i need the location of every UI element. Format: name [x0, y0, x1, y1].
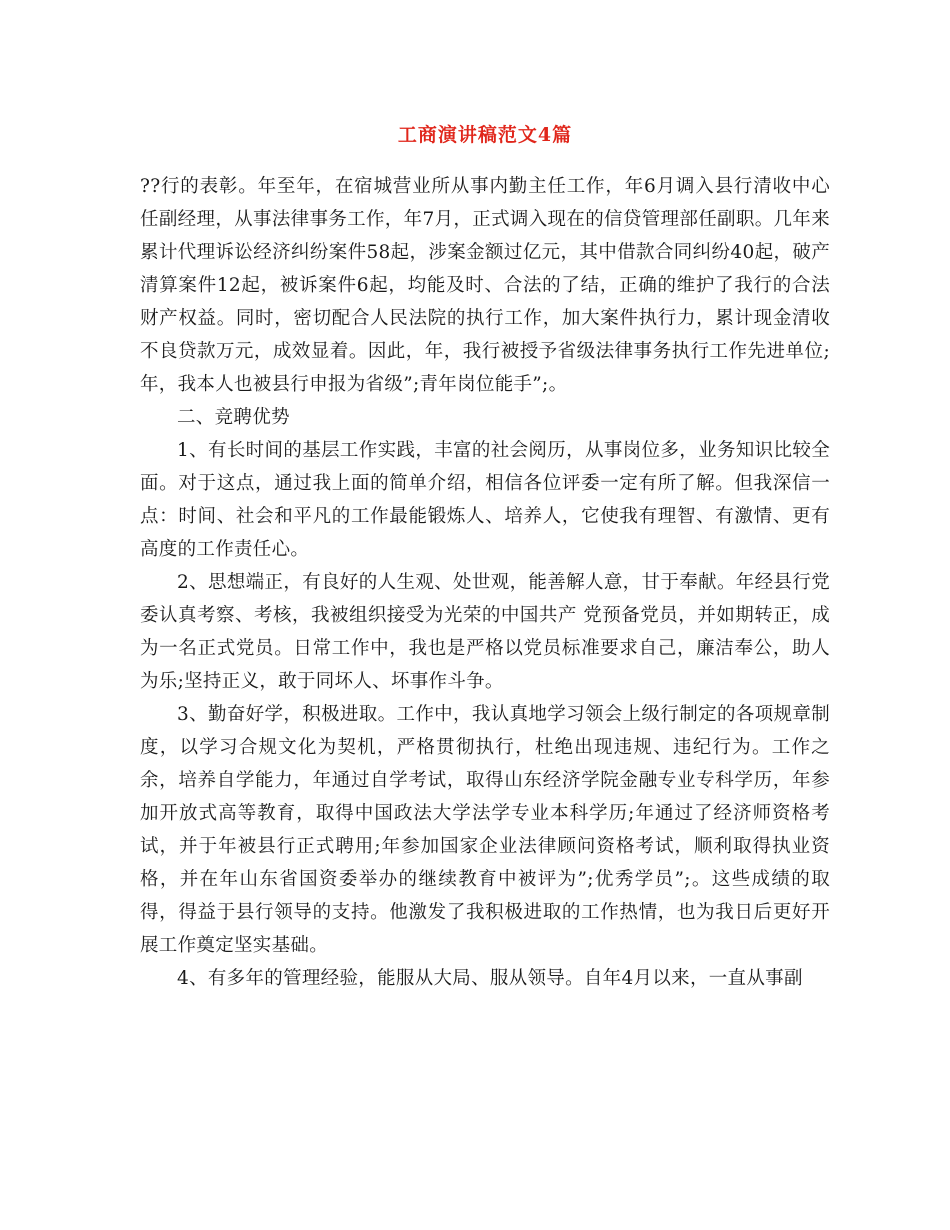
paragraph-advantage-3: 3、勤奋好学，积极进取。工作中，我认真地学习领会上级行制定的各项规章制度，以学习合规文化为契机，严格贯彻执行，杜绝出现违规、违纪行为。工作之余，培养自学能力，年通过自学考试，取得山东经济学院金融专业专科学历，年参加开放式高等教育，取得中国政法大学法学专业本科学历;年通过了经济师资格考试，并于年被县行正式聘用;年参加国家企业法律顾问资格考试，顺利取得执业资格，并在年山东省国资委举办的继续教育中被评为”;优秀学员”;。这些成绩的取得，得益于县行领导的支持。他激发了我积极进取的工作热情，也为我日后更好开展工作奠定坚实基础。 [140, 704, 830, 956]
paragraph-advantage-1: 1、有长时间的基层工作实践，丰富的社会阅历，从事岗位多，业务知识比较全面。对于这点，通过我上面的简单介绍，相信各位评委一定有所了解。但我深信一点：时间、社会和平凡的工作最能锻炼人、培养人，它使我有理智、有激情、更有高度的工作责任心。 [140, 440, 830, 560]
section-heading-advantages: 二、竞聘优势 [177, 407, 290, 428]
document-title: 工商演讲稿范文4篇 [397, 124, 573, 146]
paragraph-advantage-4: 4、有多年的管理经验，能服从大局、服从领导。自年4月以来，一直从事副 [177, 968, 803, 989]
paragraph-advantage-2: 2、思想端正，有良好的人生观、处世观，能善解人意，甘于奉献。年经县行党委认真考察、考核，我被组织接受为光荣的中国共产 党预备党员，并如期转正，成为一名正式党员。日常工作中，我也是严格以党员标准要求自己，廉洁奉公，助人为乐;坚持正义，敢于同坏人、坏事作斗争。 [140, 572, 830, 692]
paragraph-1: ??行的表彰。年至年，在宿城营业所从事内勤主任工作，年6月调入县行清收中心任副经理，从事法律事务工作，年7月，正式调入现在的信贷管理部任副职。几年来累计代理诉讼经济纠纷案件58起，涉案金额过亿元，其中借款合同纠纷40起，破产清算案件12起，被诉案件6起，均能及时、合法的了结，正确的维护了我行的合法财产权益。同时，密切配合人民法院的执行工作，加大案件执行力，累计现金清收不良贷款万元，成效显着。因此，年，我行被授予省级法律事务执行工作先进单位;年，我本人也被县行申报为省级”;青年岗位能手”;。 [140, 176, 830, 395]
